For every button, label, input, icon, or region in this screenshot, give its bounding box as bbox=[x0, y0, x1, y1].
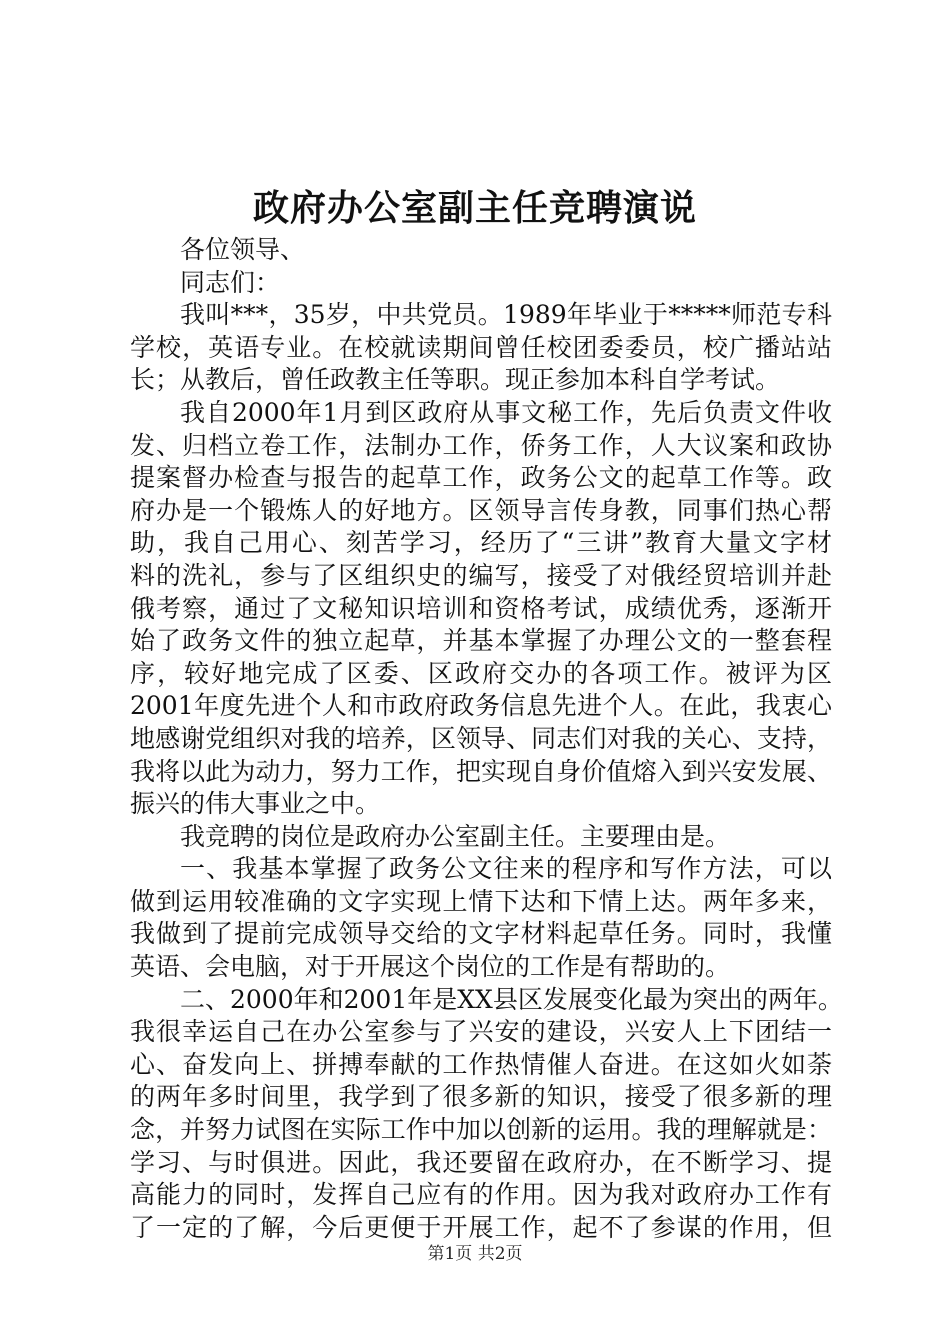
paragraph-line: 心、奋发向上、拼搏奉献的工作热情催人奋进。在这如火如荼 bbox=[130, 1049, 832, 1079]
paragraph-line: 学校，英语专业。在校就读期间曾任校团委委员，校广播站站 bbox=[130, 332, 832, 362]
paragraph-line: 始了政务文件的独立起草，并基本掌握了办理公文的一整套程 bbox=[130, 626, 832, 656]
paragraph-line: 二、2000年和2001年是XX县区发展变化最为突出的两年。 bbox=[180, 984, 843, 1014]
paragraph-line: 一、我基本掌握了政务公文往来的程序和写作方法，可以 bbox=[180, 854, 832, 884]
paragraph-line: 我叫***，35岁，中共党员。1989年毕业于*****师范专科 bbox=[180, 300, 832, 330]
paragraph-line: 振兴的伟大事业之中。 bbox=[130, 789, 381, 819]
paragraph-line: 高能力的同时，发挥自己应有的作用。因为我对政府办工作有 bbox=[130, 1180, 832, 1210]
paragraph-line: 学习、与时俱进。因此，我还要留在政府办，在不断学习、提 bbox=[130, 1147, 832, 1177]
paragraph-line: 地感谢党组织对我的培养，区领导、同志们对我的关心、支持， bbox=[130, 723, 832, 753]
paragraph-line: 做到运用较准确的文字实现上情下达和下情上达。两年多来， bbox=[130, 886, 832, 916]
paragraph-line: 序，较好地完成了区委、区政府交办的各项工作。被评为区 bbox=[130, 658, 832, 688]
page-footer: 第1页 共2页 bbox=[427, 1244, 523, 1264]
paragraph-line: 我将以此为动力，努力工作，把实现自身价值熔入到兴安发展、 bbox=[130, 756, 832, 786]
paragraph-line: 府办是一个锻炼人的好地方。区领导言传身教，同事们热心帮 bbox=[130, 495, 832, 525]
paragraph-line: 助，我自己用心、刻苦学习，经历了“三讲”教育大量文字材 bbox=[130, 528, 832, 558]
paragraph-line: 了一定的了解，今后更便于开展工作，起不了参谋的作用，但 bbox=[130, 1212, 832, 1242]
paragraph-line: 的两年多时间里，我学到了很多新的知识，接受了很多新的理 bbox=[130, 1082, 832, 1112]
paragraph-line: 念，并努力试图在实际工作中加以创新的运用。我的理解就是： bbox=[130, 1115, 832, 1145]
paragraph-line: 长；从教后，曾任政教主任等职。现正参加本科自学考试。 bbox=[130, 365, 781, 395]
paragraph-line: 我竞聘的岗位是政府办公室副主任。主要理由是。 bbox=[180, 821, 731, 851]
salutation-line: 同志们： bbox=[180, 267, 281, 297]
document-title: 政府办公室副主任竞聘演说 bbox=[252, 187, 697, 229]
paragraph-line: 我自2000年1月到区政府从事文秘工作，先后负责文件收 bbox=[180, 397, 832, 427]
paragraph-line: 提案督办检查与报告的起草工作，政务公文的起草工作等。政 bbox=[130, 463, 832, 493]
paragraph-line: 俄考察，通过了文秘知识培训和资格考试，成绩优秀，逐渐开 bbox=[130, 593, 832, 623]
salutation-line: 各位领导、 bbox=[180, 235, 306, 264]
paragraph-line: 英语、会电脑，对于开展这个岗位的工作是有帮助的。 bbox=[130, 952, 731, 982]
paragraph-line: 发、归档立卷工作，法制办工作，侨务工作，人大议案和政协 bbox=[130, 430, 832, 460]
paragraph-line: 料的洗礼，参与了区组织史的编写，接受了对俄经贸培训并赴 bbox=[130, 560, 832, 590]
paragraph-line: 我做到了提前完成领导交给的文字材料起草任务。同时，我懂 bbox=[130, 919, 832, 949]
paragraph-line: 2001年度先进个人和市政府政务信息先进个人。在此，我衷心 bbox=[130, 691, 832, 721]
document-body bbox=[130, 234, 843, 1244]
paragraph-line: 我很幸运自己在办公室参与了兴安的建设，兴安人上下团结一 bbox=[130, 1017, 832, 1047]
